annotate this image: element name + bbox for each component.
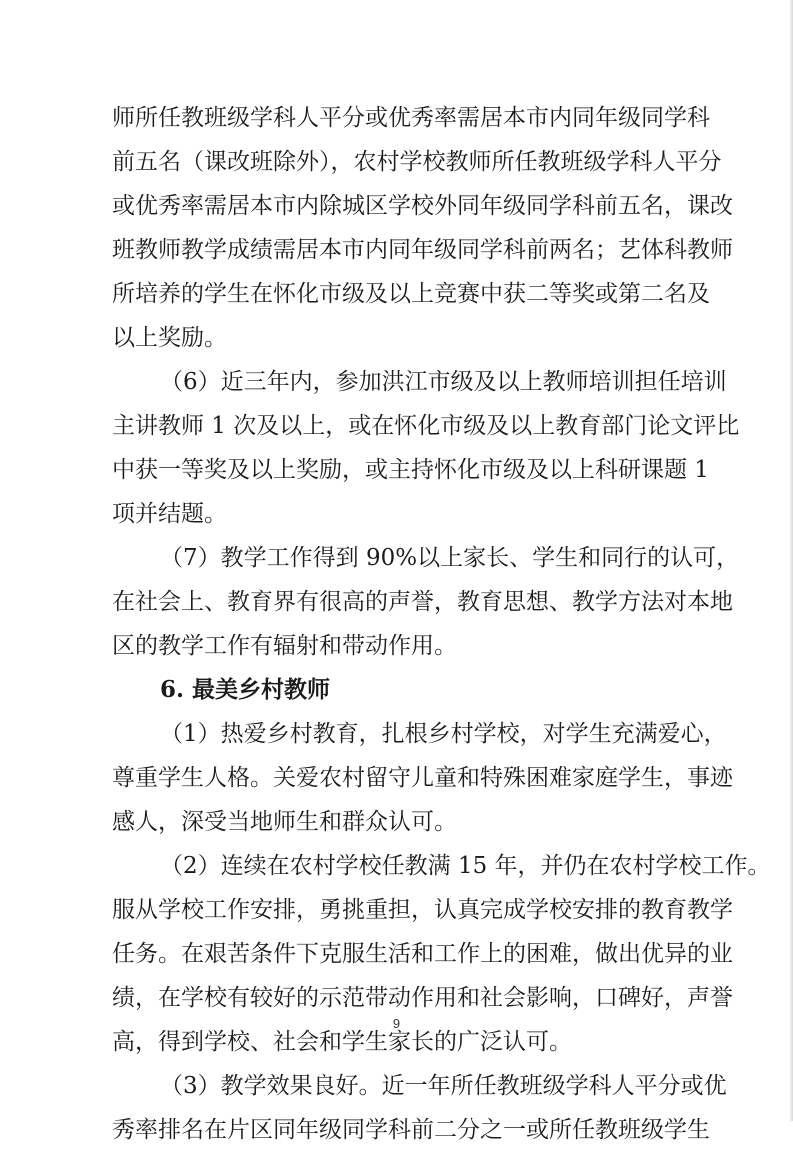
paragraph-start: （2）连续在农村学校任教满 15 年，并仍在农村学校工作。 [160, 853, 771, 879]
text-line: 区的教学工作有辐射和带动作用。 [112, 633, 457, 659]
text-line: 秀率排名在片区同年级同学科前二分之一或所任教班级学生 [112, 1117, 710, 1143]
text-line: 高，得到学校、社会和学生家长的广泛认可。 [112, 1029, 572, 1055]
paragraph-start: （1）热爱乡村教育，扎根乡村学校，对学生充满爱心， [160, 721, 727, 747]
text-line: 项并结题。 [112, 501, 227, 527]
text-line: 在社会上、教育界有很高的声誉，教育思想、教学方法对本地 [112, 589, 733, 615]
paragraph-start: （6）近三年内，参加洪江市级及以上教师培训担任培训 [160, 369, 727, 395]
page-number: 9 [392, 1016, 401, 1031]
text-line: 感人，深受当地师生和群众认可。 [112, 809, 457, 835]
text-line: 尊重学生人格。关爱农村留守儿童和特殊困难家庭学生，事迹 [112, 765, 733, 791]
text-line: 任务。在艰苦条件下克服生活和工作上的困难，做出优异的业 [112, 941, 733, 967]
body-text [112, 96, 771, 1152]
text-line: 中获一等奖及以上奖励，或主持怀化市级及以上科研课题 1 [112, 457, 709, 483]
text-line: 或优秀率需居本市内除城区学校外同年级同学科前五名，课改 [112, 193, 733, 219]
paragraph-start: （3）教学效果良好。近一年所任教班级学科人平分或优 [160, 1073, 727, 1099]
text-line: 所培养的学生在怀化市级及以上竞赛中获二等奖或第二名及 [112, 281, 710, 307]
text-line: 师所任教班级学科人平分或优秀率需居本市内同年级同学科 [112, 105, 710, 131]
text-line: 班教师教学成绩需居本市内同年级同学科前两名；艺体科教师 [112, 237, 733, 263]
text-line: 绩，在学校有较好的示范带动作用和社会影响，口碑好，声誉 [112, 985, 733, 1011]
text-line: 以上奖励。 [112, 325, 227, 351]
paragraph-start: （7）教学工作得到 90%以上家长、学生和同行的认可， [160, 545, 740, 571]
text-line: 服从学校工作安排，勇挑重担，认真完成学校安排的教育教学 [112, 897, 733, 923]
text-line: 主讲教师 1 次及以上，或在怀化市级及以上教育部门论文评比 [112, 413, 740, 439]
section-heading: 6. 最美乡村教师 [160, 676, 331, 703]
text-line: 前五名（课改班除外），农村学校教师所任教班级学科人平分 [112, 149, 722, 175]
